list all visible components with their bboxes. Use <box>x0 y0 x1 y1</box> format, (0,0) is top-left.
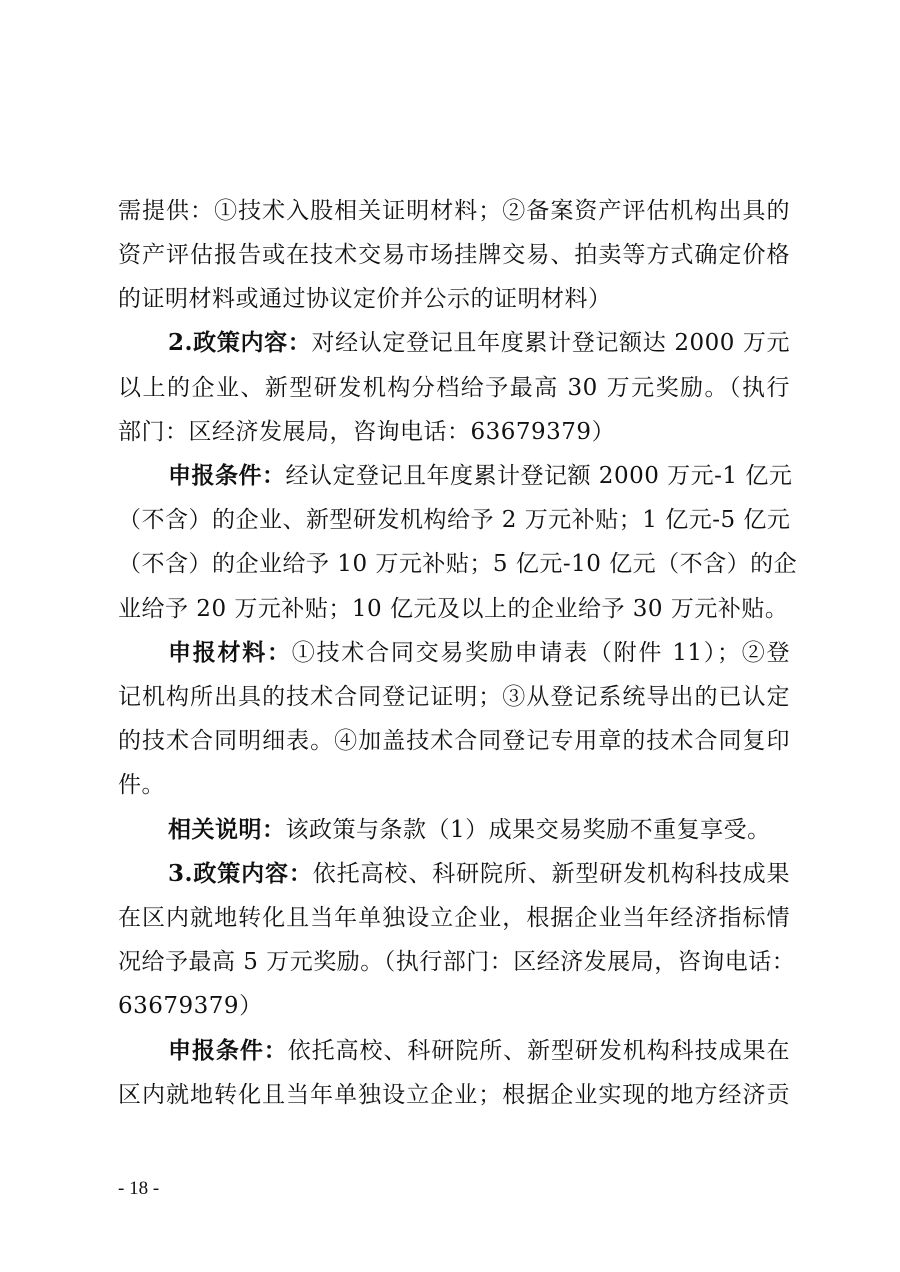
body-text-line: 63679379） <box>118 993 263 1019</box>
policy-content-2-line <box>168 325 790 361</box>
body-text-line: 需提供：①技术入股相关证明材料；②备案资产评估机构出具的 <box>118 198 790 224</box>
body-text: 经认定登记且年度累计登记额 2000 万元-1 亿元 <box>285 463 793 489</box>
section-heading: 2.政策内容： <box>168 329 312 356</box>
body-text-line: 以上的企业、新型研发机构分档给予最高 30 万元奖励。（执行 <box>118 375 790 401</box>
body-text-line: 区内就地转化且当年单独设立企业；根据企业实现的地方经济贡 <box>118 1082 790 1108</box>
body-text-line: 部门：区经济发展局，咨询电话：63679379） <box>118 419 616 445</box>
page-number: - 18 - <box>118 1178 160 1199</box>
section-heading: 3.政策内容： <box>168 860 313 887</box>
body-text-line: （不含）的企业给予 10 万元补贴；5 亿元-10 亿元（不含）的企 <box>118 551 798 577</box>
section-heading: 相关说明： <box>168 816 286 843</box>
section-heading: 申报条件： <box>168 462 286 489</box>
section-heading: 申报材料： <box>168 639 292 666</box>
section-heading: 申报条件： <box>168 1037 288 1064</box>
body-text-line: 件。 <box>118 772 165 798</box>
body-text: 依托高校、科研院所、新型研发机构科技成果 <box>312 861 791 887</box>
body-text-line: 资产评估报告或在技术交易市场挂牌交易、拍卖等方式确定价格 <box>118 242 790 268</box>
body-text: 依托高校、科研院所、新型研发机构科技成果在 <box>287 1038 791 1064</box>
body-text-line: 记机构所出具的技术合同登记证明；③从登记系统导出的已认定 <box>118 684 790 710</box>
body-text-line: 在区内就地转化且当年单独设立企业，根据企业当年经济指标情 <box>118 905 790 931</box>
body-text-line: 业给予 20 万元补贴；10 亿元及以上的企业给予 30 万元补贴。 <box>118 596 789 622</box>
policy-content-3-line <box>168 856 790 892</box>
related-notes-line <box>168 812 790 848</box>
application-materials-line <box>168 635 790 671</box>
body-text-line: 况给予最高 5 万元奖励。（执行部门：区经济发展局，咨询电话： <box>118 949 796 975</box>
body-text: 该政策与条款（1）成果交易奖励不重复享受。 <box>285 817 771 843</box>
body-text-line: 的技术合同明细表。④加盖技术合同登记专用章的技术合同复印 <box>118 728 790 754</box>
application-conditions-line <box>168 458 793 494</box>
body-text-line: （不含）的企业、新型研发机构给予 2 万元补贴；1 亿元-5 亿元 <box>118 507 791 533</box>
application-conditions-line <box>168 1033 790 1069</box>
body-text-line: 的证明材料或通过协议定价并公示的证明材料） <box>118 286 612 312</box>
body-text: 对经认定登记且年度累计登记额达 2000 万元 <box>311 330 790 356</box>
body-text: ①技术合同交易奖励申请表（附件 11）；②登 <box>291 640 791 666</box>
